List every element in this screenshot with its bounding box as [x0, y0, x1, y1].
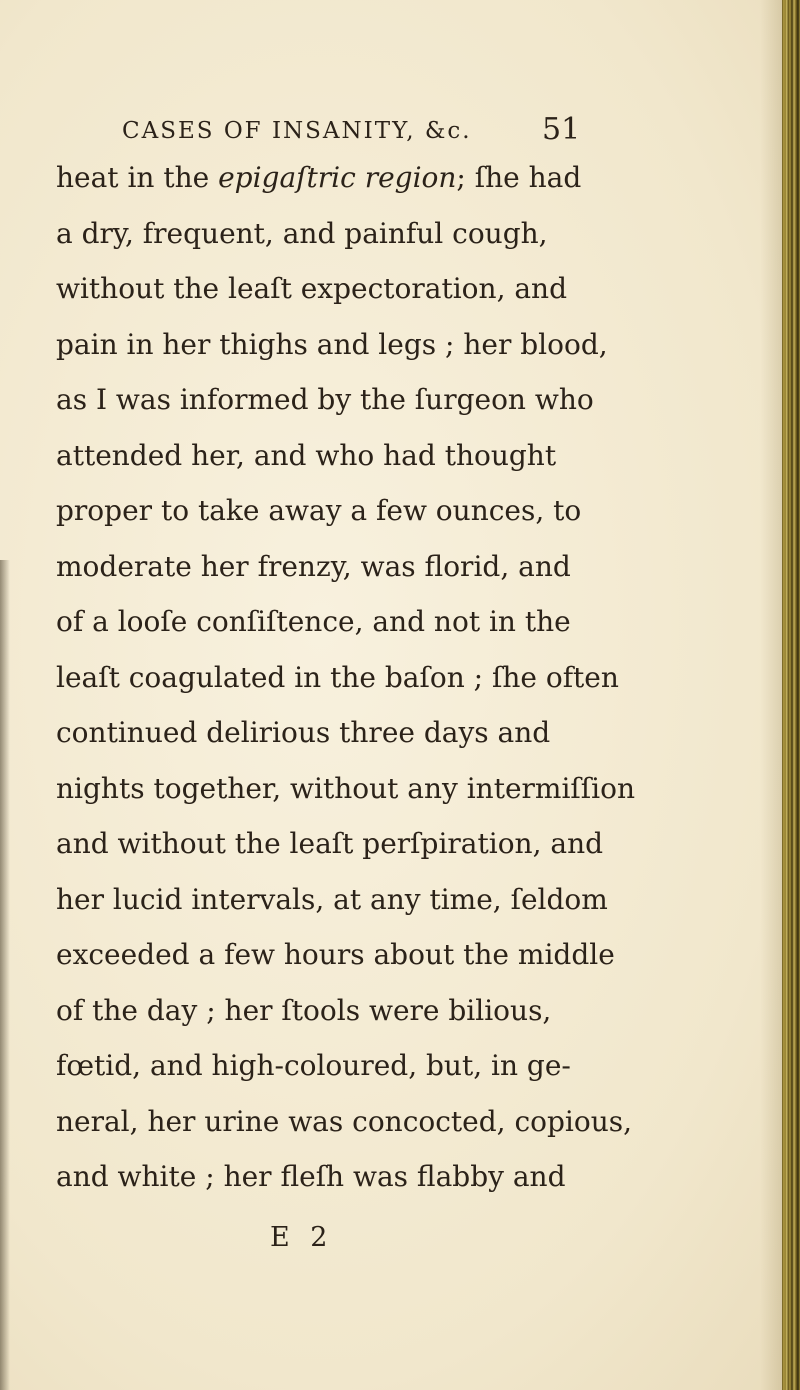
gutter-shadow — [760, 0, 782, 1390]
signature-mark: E 2 — [270, 1222, 334, 1253]
text-line: fœtid, and high-coloured, but, in ge- — [56, 1049, 571, 1082]
line-segment: ; ſhe had — [456, 161, 582, 194]
text-line: proper to take away a few ounces, to — [56, 494, 582, 527]
text-line: without the leaſt expectoration, and — [56, 272, 568, 305]
text-line: moderate her frenzy, was florid, and — [56, 549, 571, 583]
left-edge-shadow — [0, 560, 10, 1390]
text-line: neral, her urine was concocted, copious, — [56, 1104, 633, 1138]
page-number: 51 — [542, 112, 581, 147]
text-line — [56, 150, 756, 206]
page-edge — [782, 0, 800, 1390]
text-line: of the day ; her ſtools were bilious, — [56, 993, 552, 1027]
text-line: as I was informed by the ſurgeon who — [56, 383, 594, 416]
text-line: and without the leaſt perſpiration, and — [56, 827, 604, 860]
text-line: pain in her thighs and legs ; her blood, — [56, 327, 608, 361]
text-line: attended her, and who had thought — [56, 438, 557, 472]
text-line: exceeded a few hours about the middle — [56, 938, 615, 971]
text-line: her lucid intervals, at any time, ſeldom — [56, 882, 608, 916]
line-segment: heat in the — [56, 161, 219, 194]
page-header — [122, 112, 602, 152]
running-head: CASES OF INSANITY, &c. — [122, 118, 472, 144]
text-line: a dry, frequent, and painful cough, — [56, 216, 548, 250]
text-line: leaſt coagulated in the baſon ; ſhe often — [56, 660, 619, 694]
text-line: continued delirious three days and — [56, 716, 551, 749]
text-line: and white ; her fleſh was flabby and — [56, 1160, 566, 1193]
body-text — [56, 150, 756, 1205]
text-line: nights together, without any intermiſſion — [56, 771, 636, 805]
text-line: of a looſe conſiſtence, and not in the — [56, 605, 571, 638]
italic-phrase: epigaſtric region — [218, 161, 457, 194]
